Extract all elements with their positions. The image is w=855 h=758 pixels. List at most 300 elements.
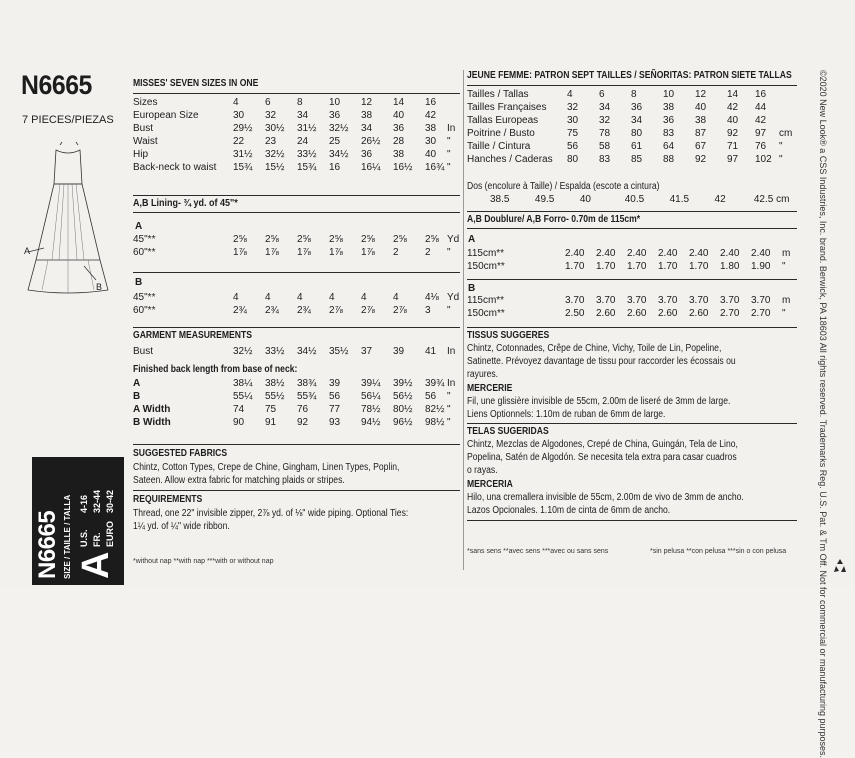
size-tab-fr: FR.	[92, 532, 102, 547]
en-back-length-cell: 55¾	[297, 391, 317, 402]
en-back-length-cell: 38½	[265, 378, 285, 389]
en-back-length-cell: 82½	[425, 404, 445, 415]
en-size-cell: 34½	[329, 149, 349, 160]
en-lining-a-cell: 1⅞	[361, 247, 375, 258]
size-tab-number: N6665	[34, 510, 61, 579]
fr-mercerie-2: Liens Optionnels: 1.10m de ruban de 6mm de large.	[467, 409, 666, 420]
fr-lining-b-cell: 3.70	[565, 295, 585, 306]
size-tab-euro: EURO	[105, 520, 115, 547]
en-back-length-cell: 78½	[361, 404, 381, 415]
en-garment-bust-cell: 41	[425, 346, 437, 357]
en-lining-b-cell: 4	[329, 292, 335, 303]
fr-lining-b-cell: 2.70	[751, 308, 771, 319]
en-back-length-cell: 39½	[393, 378, 413, 389]
fr-size-cell: 76	[755, 141, 767, 152]
es-footnotes: *sin pelusa **con pelusa ***sin o con pelusa	[650, 548, 787, 555]
fr-tissus-title: TISSUS SUGGERES	[467, 330, 550, 341]
en-size-cell: 38	[361, 110, 373, 121]
en-lining-b-cell: 2¾	[233, 305, 247, 316]
en-fabrics-text-2: Sateen. Allow extra fabric for matching plaids or stripes.	[133, 475, 345, 486]
en-back-length-cell: 92	[297, 417, 309, 428]
en-lining-b-row-label: 60"**	[133, 305, 156, 316]
en-size-cell: 31½	[233, 149, 253, 160]
fr-lining-a-row	[467, 247, 797, 260]
pattern-number: N6665	[21, 70, 92, 100]
fr-size-cell: 78	[599, 128, 611, 139]
fr-size-cell: 83	[599, 154, 611, 165]
fr-lining-b-table	[467, 294, 797, 320]
fr-back-value-cell: 42	[714, 194, 726, 205]
en-size-cell: 31½	[297, 123, 317, 134]
fr-size-cell: 85	[631, 154, 643, 165]
fr-mercerie-1: Fil, une glissière invisible de 55cm, 2.00m de liseré de 3mm de large.	[467, 396, 731, 407]
en-lining-a-cell: 2⅝	[393, 234, 407, 245]
en-lining-b-cell: 4⅛	[425, 292, 439, 303]
en-size-cell	[447, 96, 463, 109]
en-lining-b-cell: 3	[425, 305, 431, 316]
en-size-cell: 22	[233, 136, 245, 147]
en-lining-a-row	[133, 246, 463, 259]
en-req-text-1: Thread, one 22" invisible zipper, 2⅞ yd. of ⅛" wide piping. Optional Ties:	[133, 508, 409, 519]
fr-size-row	[467, 101, 797, 114]
en-size-row-label: Back-neck to waist	[133, 162, 217, 173]
en-size-cell: 4	[233, 97, 239, 108]
en-size-cell: 40	[425, 149, 437, 160]
en-size-table	[133, 96, 463, 174]
en-garment-bust-cell: 37	[361, 346, 373, 357]
fr-lining-b-cell: 2.60	[627, 308, 647, 319]
fr-lining-a-cell: 2.40	[627, 248, 647, 259]
en-lining-b-cell: 4	[393, 292, 399, 303]
en-back-length-cell: "	[447, 417, 451, 428]
en-size-cell	[447, 109, 463, 122]
en-garment-bust-cell: 34½	[297, 346, 317, 357]
en-lining-a-cell: 2⅝	[329, 234, 343, 245]
fr-lining-b-cell: 3.70	[720, 295, 740, 306]
fr-lining-b-row-label: 115cm**	[467, 295, 505, 306]
en-size-cell: In	[447, 123, 456, 134]
fr-size-cell: 34	[631, 115, 643, 126]
en-garment-bust-cell: 32½	[233, 346, 253, 357]
en-title: MISSES' SEVEN SIZES IN ONE	[133, 78, 259, 89]
es-telas-3: o rayas.	[467, 465, 498, 476]
en-size-cell: 34	[297, 110, 309, 121]
en-back-length-cell: In	[447, 378, 456, 389]
fr-lining-a-table	[467, 247, 797, 273]
fr-back-value-cell: 40	[579, 194, 591, 205]
en-size-row-label: Hip	[133, 149, 149, 160]
fr-lining-b-cell: 3.70	[689, 295, 709, 306]
fr-size-cell: 44	[755, 102, 767, 113]
fr-size-cell: 36	[631, 102, 643, 113]
fr-size-row-label: Tailles / Tallas	[467, 89, 529, 100]
fr-lining-a-cell: m	[782, 248, 791, 259]
fr-lining-a-cell: 1.70	[627, 261, 647, 272]
fr-lining-a-row	[467, 260, 797, 273]
en-size-cell: 15½	[265, 162, 285, 173]
fr-size-cell: 92	[695, 154, 707, 165]
en-lining-b-cell: 4	[233, 292, 239, 303]
en-size-row-label: Waist	[133, 136, 158, 147]
en-lining-a-cell: Yd	[447, 234, 460, 245]
fr-size-cell: 32	[567, 102, 579, 113]
fr-size-cell: 38	[695, 115, 707, 126]
en-size-cell: 33½	[297, 149, 317, 160]
en-back-length-row-label: A Width	[133, 404, 171, 415]
en-garment-bust-row-label: Bust	[133, 346, 154, 357]
en-back-length-cell: 56	[329, 391, 341, 402]
recycle-icon	[832, 558, 848, 574]
en-back-length-cell: 98½	[425, 417, 445, 428]
fr-lining-a-cell: 1.80	[720, 261, 740, 272]
fr-lining-a-cell: "	[782, 261, 786, 272]
en-garment-bust-cell: 39	[393, 346, 405, 357]
fr-size-row	[467, 140, 797, 153]
en-lining-a-row	[133, 233, 463, 246]
fr-tissus-1: Chintz, Cotonnades, Crêpe de Chine, Vichy, Toile de Lin, Popeline,	[467, 343, 722, 354]
fr-size-cell: 16	[755, 89, 767, 100]
en-size-cell: 30	[425, 136, 437, 147]
fr-lining-b-cell: 2.60	[689, 308, 709, 319]
en-size-cell: 32	[265, 110, 277, 121]
fr-lining-a-cell: 1.70	[658, 261, 678, 272]
fr-lining-b-cell: 3.70	[627, 295, 647, 306]
en-size-row	[133, 161, 463, 174]
en-size-cell: 40	[393, 110, 405, 121]
en-back-length-row-label: B	[133, 391, 141, 402]
fr-back-label: Dos (encolure à Taille) / Espalda (escote a cintura)	[467, 181, 660, 192]
fr-size-cell: "	[779, 141, 783, 152]
fr-back-value-cell: 41.5	[669, 194, 690, 205]
en-back-length-cell: 56	[425, 391, 437, 402]
en-size-cell: 16	[425, 97, 437, 108]
es-merceria-title: MERCERIA	[467, 479, 513, 490]
size-tab-euro-range: 30-42	[105, 489, 115, 513]
en-back-length-cell: 56¼	[361, 391, 381, 402]
en-fabrics-text-1: Chintz, Cotton Types, Crepe de Chine, Gingham, Linen Types, Poplin,	[133, 462, 400, 473]
en-lining-title: A,B Lining- ¾ yd. of 45"*	[133, 198, 238, 209]
en-req-text-2: 1¼ yd. of ¼" wide ribbon.	[133, 521, 230, 532]
en-size-cell: 30½	[265, 123, 285, 134]
en-lining-b-cell: 4	[265, 292, 271, 303]
fr-back-values	[490, 193, 810, 206]
en-back-length-row	[133, 403, 463, 416]
en-footnotes: *without nap **with nap ***with or without nap	[133, 558, 274, 565]
fr-lining-b-cell: 2.50	[565, 308, 585, 319]
en-size-row-label: European Size	[133, 110, 199, 121]
en-garment-bust-cell: 35½	[329, 346, 349, 357]
fr-size-cell: 75	[567, 128, 579, 139]
en-size-cell: "	[447, 136, 451, 147]
en-back-length-cell: 39	[329, 378, 341, 389]
fr-lining-b-cell: 2.60	[658, 308, 678, 319]
fr-size-cell	[779, 114, 797, 127]
fr-lining-b-label: B	[468, 283, 476, 294]
fr-size-cell: 58	[599, 141, 611, 152]
en-size-row-label: Sizes	[133, 97, 158, 108]
fr-size-cell: 6	[599, 89, 605, 100]
en-back-length-cell: 56½	[393, 391, 413, 402]
fr-size-cell: 97	[755, 128, 767, 139]
en-size-cell: "	[447, 149, 451, 160]
en-back-length-row	[133, 390, 463, 403]
size-tab-fr-range: 32-44	[92, 489, 102, 513]
en-garment-bust-cell: 33½	[265, 346, 285, 357]
size-tab-us: U.S.	[79, 529, 89, 547]
size-tab-us-range: 4-16	[79, 494, 89, 513]
en-size-cell: 16¾	[425, 162, 445, 173]
en-lining-a-row-label: 60"**	[133, 247, 156, 258]
fr-size-cell: 42	[755, 115, 767, 126]
fr-size-cell	[779, 101, 797, 114]
fr-lining-a-cell: 2.40	[720, 248, 740, 259]
en-size-cell: 16½	[393, 162, 413, 173]
fr-size-row	[467, 88, 797, 101]
fr-tissus-3: rayures.	[467, 369, 499, 380]
fr-lining-a-cell: 2.40	[751, 248, 771, 259]
en-lining-a-cell: 2⅝	[425, 234, 439, 245]
size-tab-letter: A	[75, 551, 117, 579]
sketch-label-a: A	[24, 246, 31, 256]
en-size-cell: 6	[265, 97, 271, 108]
fr-size-cell: 4	[567, 89, 573, 100]
fr-size-row	[467, 153, 797, 166]
en-back-length-cell: 90	[233, 417, 245, 428]
size-tab	[32, 457, 124, 585]
en-back-length-table	[133, 377, 463, 429]
size-tab-label: SIZE / TAILLE / TALLA	[63, 494, 72, 579]
en-lining-b-cell: 2¾	[265, 305, 279, 316]
fr-size-cell: 88	[663, 154, 675, 165]
fr-size-row-label: Poitrine / Busto	[467, 128, 535, 139]
fr-tissus-2: Satinette. Prévoyez davantage de tissu pour raccorder les écossais ou	[467, 356, 736, 367]
es-merceria-2: Lazos Opcionales. 1.10m de cinta de 6mm de ancho.	[467, 505, 671, 516]
fr-lining-a-cell: 2.40	[565, 248, 585, 259]
en-size-cell: 14	[393, 97, 405, 108]
en-size-cell: 42	[425, 110, 437, 121]
fr-size-cell: 102	[755, 154, 772, 165]
fr-size-row-label: Tallas Europeas	[467, 115, 539, 126]
en-size-row	[133, 109, 463, 122]
en-size-cell: 32½	[329, 123, 349, 134]
en-size-cell: 38	[425, 123, 437, 134]
fr-size-cell: 10	[663, 89, 675, 100]
copyright-text: ©2020 New Look® a CSS Industries, Inc. brand. Berwick, PA 18603 All rights reserved. Trademarks Reg. U.S. Pat. & Tm Off. Not for commercial or manufacturing purposes.	[818, 70, 828, 758]
en-size-cell: 34	[361, 123, 373, 134]
en-back-length-row-label: A	[133, 378, 141, 389]
en-size-cell: 16¼	[361, 162, 381, 173]
en-lining-a-cell: 2⅝	[265, 234, 279, 245]
fr-lining-a-cell: 2.40	[596, 248, 616, 259]
en-size-cell: 10	[329, 97, 341, 108]
fr-lining-a-cell: 2.40	[689, 248, 709, 259]
fr-lining-b-row-label: 150cm**	[467, 308, 505, 319]
fr-size-cell: 12	[695, 89, 707, 100]
en-back-length-cell: 80½	[393, 404, 413, 415]
fr-size-cell: cm	[779, 128, 793, 139]
en-back-length-cell: 77	[329, 404, 341, 415]
fr-size-cell: 56	[567, 141, 579, 152]
fr-size-row-label: Tailles Françaises	[467, 102, 547, 113]
fr-lining-b-row	[467, 307, 797, 320]
fr-lining-a-cell: 1.90	[751, 261, 771, 272]
en-size-cell: 30	[233, 110, 245, 121]
sketch-label-b: B	[96, 282, 103, 292]
fr-lining-a-cell: 2.40	[658, 248, 678, 259]
en-lining-a-cell: 2⅝	[361, 234, 375, 245]
fr-lining-b-cell: 2.60	[596, 308, 616, 319]
en-back-length-cell: "	[447, 391, 451, 402]
en-size-row	[133, 122, 463, 135]
fr-size-table	[467, 88, 797, 166]
en-size-cell: 38	[393, 149, 405, 160]
fr-lining-b-cell: 3.70	[658, 295, 678, 306]
fr-back-value-row	[490, 193, 810, 206]
en-lining-b-table	[133, 291, 463, 317]
en-back-length-row	[133, 416, 463, 429]
en-size-row	[133, 148, 463, 161]
en-lining-a-cell: 1⅞	[297, 247, 311, 258]
fr-back-value-cell: 42.5 cm	[753, 194, 790, 205]
fr-size-cell: 71	[727, 141, 739, 152]
dress-sketch	[18, 140, 118, 300]
en-back-length-cell: 94½	[361, 417, 381, 428]
en-size-cell: 28	[393, 136, 405, 147]
fr-title: JEUNE FEMME: PATRON SEPT TAILLES / SEÑORITAS: PATRON SIETE TALLAS	[467, 70, 792, 81]
en-size-cell: 15¾	[233, 162, 253, 173]
fr-back-value-row-label: 38.5	[490, 194, 510, 205]
fr-size-cell: "	[779, 154, 783, 165]
en-lining-b-cell: 4	[361, 292, 367, 303]
en-fabrics-title: SUGGESTED FABRICS	[133, 448, 228, 459]
fr-lining-b-cell: m	[782, 295, 791, 306]
en-back-length-cell: 38¾	[297, 378, 317, 389]
en-lining-b-row-label: 45"**	[133, 292, 156, 303]
en-back-length-cell: 39¼	[361, 378, 381, 389]
en-back-length-cell: 74	[233, 404, 245, 415]
en-lining-a-label: A	[135, 221, 143, 232]
en-size-cell: 23	[265, 136, 277, 147]
en-lining-a-cell: 1⅞	[329, 247, 343, 258]
en-lining-a-cell: 2	[425, 247, 431, 258]
en-back-length-cell: 96½	[393, 417, 413, 428]
en-lining-b-cell: 2⅞	[361, 305, 375, 316]
fr-size-cell: 92	[727, 128, 739, 139]
fr-lining-a-label: A	[468, 234, 476, 245]
en-lining-b-label: B	[135, 277, 143, 288]
fr-size-cell: 38	[663, 102, 675, 113]
en-back-length-cell: 55½	[265, 391, 285, 402]
fr-lining-b-row	[467, 294, 797, 307]
en-size-cell: 29½	[233, 123, 253, 134]
en-back-length-cell: 55¼	[233, 391, 253, 402]
en-lining-b-cell: 2¾	[297, 305, 311, 316]
fr-size-cell: 80	[631, 128, 643, 139]
en-lining-a-table	[133, 233, 463, 259]
en-garment-bust-table	[133, 345, 463, 358]
en-back-length-cell: 93	[329, 417, 341, 428]
en-lining-b-cell: 4	[297, 292, 303, 303]
en-back-length-title: Finished back length from base of neck:	[133, 364, 298, 375]
en-garment-title: GARMENT MEASUREMENTS	[133, 330, 252, 341]
en-size-cell: 16	[329, 162, 341, 173]
fr-size-row-label: Taille / Cintura	[467, 141, 531, 152]
en-req-title: REQUIREMENTS	[133, 494, 203, 505]
en-back-length-cell: 75	[265, 404, 277, 415]
en-back-length-cell: 91	[265, 417, 277, 428]
en-back-length-row-label: B Width	[133, 417, 171, 428]
en-back-length-cell: 39¾	[425, 378, 445, 389]
fr-size-cell	[779, 88, 797, 101]
fr-lining-a-cell: 1.70	[689, 261, 709, 272]
fr-size-cell: 8	[631, 89, 637, 100]
fr-size-cell: 83	[663, 128, 675, 139]
en-garment-bust-row	[133, 345, 463, 358]
fr-size-cell: 80	[567, 154, 579, 165]
fr-lining-b-cell: 3.70	[751, 295, 771, 306]
fr-size-cell: 40	[695, 102, 707, 113]
es-merceria-1: Hilo, una cremallera invisible de 55cm, 2.00m de vivo de 3mm de ancho.	[467, 492, 744, 503]
fr-size-row	[467, 127, 797, 140]
en-size-cell: 8	[297, 97, 303, 108]
en-size-cell: "	[447, 162, 451, 173]
en-size-cell: 32½	[265, 149, 285, 160]
en-back-length-cell: "	[447, 404, 451, 415]
es-telas-title: TELAS SUGERIDAS	[467, 426, 549, 437]
fr-lining-a-row-label: 115cm**	[467, 248, 505, 259]
en-lining-a-cell: 2⅝	[297, 234, 311, 245]
fr-size-cell: 30	[567, 115, 579, 126]
fr-size-cell: 97	[727, 154, 739, 165]
fr-lining-a-cell: 1.70	[565, 261, 585, 272]
fr-lining-b-cell: 3.70	[596, 295, 616, 306]
en-lining-b-cell: Yd	[447, 292, 460, 303]
fr-size-cell: 61	[631, 141, 643, 152]
en-size-cell: 24	[297, 136, 309, 147]
fr-size-cell: 34	[599, 102, 611, 113]
en-lining-a-cell: 2⅝	[233, 234, 247, 245]
fr-size-cell: 40	[727, 115, 739, 126]
en-lining-a-cell: "	[447, 247, 451, 258]
en-size-cell: 36	[393, 123, 405, 134]
fr-size-row	[467, 114, 797, 127]
en-back-length-row	[133, 377, 463, 390]
en-garment-bust-cell: In	[447, 346, 456, 357]
en-lining-b-row	[133, 291, 463, 304]
en-size-row	[133, 96, 463, 109]
en-back-length-cell: 76	[297, 404, 309, 415]
en-size-row	[133, 135, 463, 148]
fr-footnotes: *sans sens **avec sens ***avec ou sans sens	[467, 548, 609, 555]
en-lining-b-cell: "	[447, 305, 451, 316]
en-size-cell: 36	[329, 110, 341, 121]
fr-mercerie-title: MERCERIE	[467, 383, 513, 394]
en-size-cell: 12	[361, 97, 373, 108]
es-telas-1: Chintz, Mezclas de Algodones, Crepé de China, Guingán, Tela de Lino,	[467, 439, 738, 450]
fr-size-cell: 14	[727, 89, 739, 100]
fr-size-cell: 87	[695, 128, 707, 139]
fr-size-cell: 32	[599, 115, 611, 126]
en-lining-b-row	[133, 304, 463, 317]
en-lining-a-cell: 2	[393, 247, 399, 258]
en-size-cell: 25	[329, 136, 341, 147]
fr-lining-title: A,B Doublure/ A,B Forro- 0.70m de 115cm*	[467, 214, 641, 225]
en-size-cell: 26½	[361, 136, 381, 147]
fr-size-cell: 36	[663, 115, 675, 126]
en-lining-b-cell: 2⅞	[329, 305, 343, 316]
en-lining-a-row-label: 45"**	[133, 234, 156, 245]
en-size-cell: 15¾	[297, 162, 317, 173]
